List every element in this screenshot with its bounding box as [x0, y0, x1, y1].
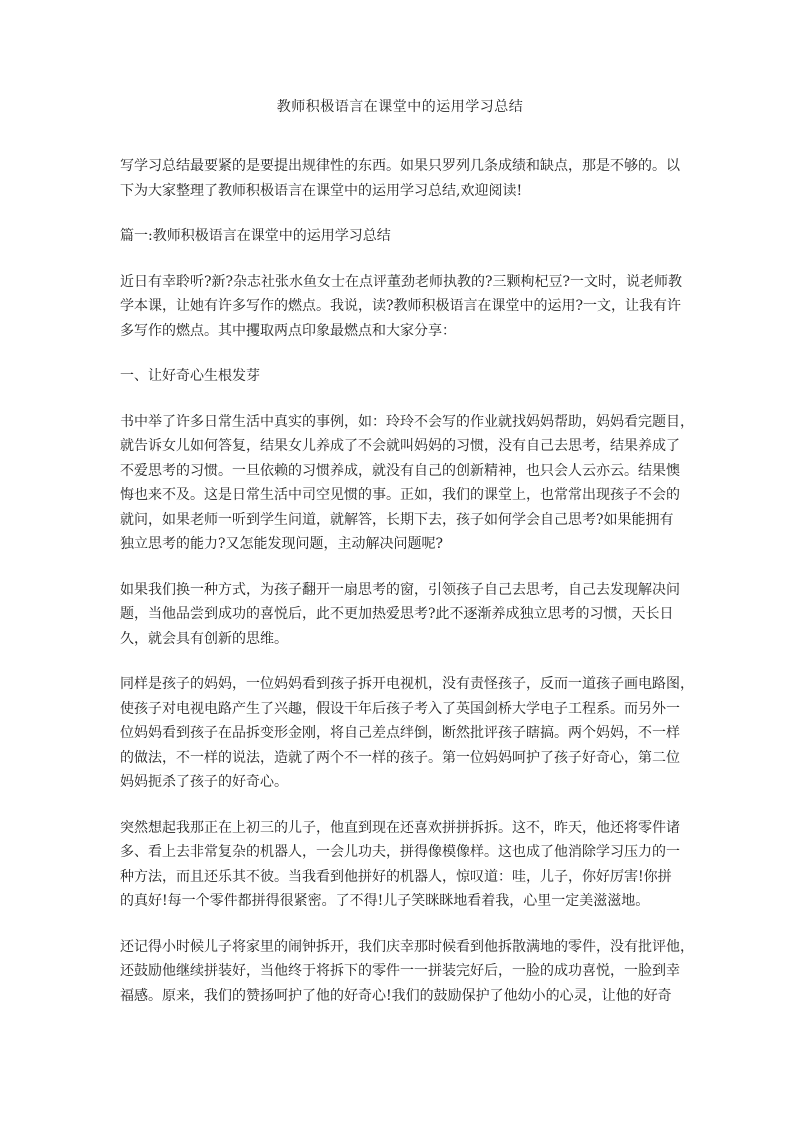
text-line: 位妈妈看到孩子在品拆变形金刚，将自己差点绊倒，断然批评孩子瞎搞。两个妈妈，不一样 — [120, 725, 680, 741]
text-line: 学本课，让她有许多写作的燃点。我说，读?教师积极语言在课堂中的运用?一文，让我有许 — [120, 298, 682, 314]
text-line: 还鼓励他继续拼装好，当他终于将拆下的零件一一拼装完好后，一脸的成功喜悦，一脸到幸 — [120, 963, 680, 979]
text-line: 使孩子对电视电路产生了兴趣，假设干年后孩子考入了英国剑桥大学电子工程系。而另外一 — [120, 700, 680, 717]
paragraph — [120, 270, 684, 344]
text-line: 久，就会具有创新的思维。 — [120, 630, 288, 647]
text-line: 的真好!每一个零件都拼得很紧密。了不得!儿子笑眯眯地看着我，心里一定美滋滋地。 — [120, 893, 650, 909]
paragraph — [120, 935, 694, 1009]
text-line: 悔也来不及。这是日常生活中司空见惯的事。正如，我们的课堂上，也常常出现孩子不会的 — [120, 487, 680, 503]
paragraph — [120, 672, 694, 795]
text-line: 福感。原来，我们的赞扬呵护了他的好奇心!我们的鼓励保护了他幼小的心灵，让他的好奇 — [120, 987, 672, 1004]
text-line: 如果我们换一种方式，为孩子翻开一扇思考的窗，引领孩子自己去思考，自己去发现解决问 — [120, 581, 680, 598]
text-line: 突然想起我那正在上初三的儿子，他直到现在还喜欢拼拼拆拆。这不，昨天，他还将零件诸 — [120, 819, 680, 836]
paragraph — [120, 224, 684, 249]
text-line: 独立思考的能力?又怎能发现问题，主动解决问题呢? — [120, 536, 444, 552]
text-line: 妈妈扼杀了孩子的好奇心。 — [120, 774, 288, 790]
text-line: 书中举了许多日常生活中真实的事例，如：玲玲不会写的作业就找妈妈帮助，妈妈看完题目， — [120, 413, 694, 430]
text-line: 多、看上去非常复杂的机器人，一会儿功夫，拼得像模像样。这也成了他消除学习压力的一 — [120, 844, 680, 860]
text-line: 种方法，而且还乐其不彼。当我看到他拼好的机器人，惊叹道：哇，儿子，你好厉害!你拼 — [120, 868, 672, 885]
text-line: 就告诉女儿如何答复，结果女儿养成了不会就叫妈妈的习惯，没有自己去思考，结果养成了 — [120, 438, 680, 454]
text-line: 篇一:教师积极语言在课堂中的运用学习总结 — [120, 228, 391, 244]
paragraph — [120, 154, 684, 203]
text-line: 的做法，不一样的说法，造就了两个不一样的孩子。第一位妈妈呵护了孩子好奇心，第二位 — [120, 749, 680, 766]
text-line: 多写作的燃点。其中攫取两点印象最燃点和大家分享： — [120, 322, 456, 339]
text-line: 题，当他品尝到成功的喜悦后，此不更加热爱思考?此不逐渐养成独立思考的习惯，天长日 — [120, 606, 674, 622]
paragraph — [120, 410, 694, 557]
text-line: 不爱思考的习惯。一旦依赖的习惯养成，就没有自己的创新精神，也只会人云亦云。结果懊 — [120, 462, 680, 479]
paragraph — [120, 816, 684, 914]
text-line: 写学习总结最要紧的是要提出规律性的东西。如果只罗列几条成绩和缺点，那是不够的。以 — [120, 158, 680, 174]
document-body — [120, 154, 694, 1029]
paragraph — [120, 578, 684, 652]
paragraph — [120, 364, 684, 389]
text-line: 近日有幸聆听?新?杂志社张水鱼女士在点评董劲老师执教的?三颗枸杞豆?一文时，说老师教 — [120, 273, 683, 290]
text-line: 就问，如果老师一听到学生问道，就解答，长期下去，孩子如何学会自己思考?如果能拥有 — [120, 511, 674, 528]
text-line: 同样是孩子的妈妈，一位妈妈看到孩子拆开电视机，没有责怪孩子，反而一道孩子画电路图， — [120, 676, 694, 692]
text-line: 还记得小时候儿子将家里的闹钟拆开，我们庆幸那时候看到他拆散满地的零件，没有批评他， — [120, 938, 694, 955]
document-title: 教师积极语言在课堂中的运用学习总结 — [276, 99, 524, 115]
text-line: 下为大家整理了教师积极语言在课堂中的运用学习总结,欢迎阅读! — [120, 182, 523, 199]
text-line: 一、让好奇心生根发芽 — [120, 368, 260, 384]
